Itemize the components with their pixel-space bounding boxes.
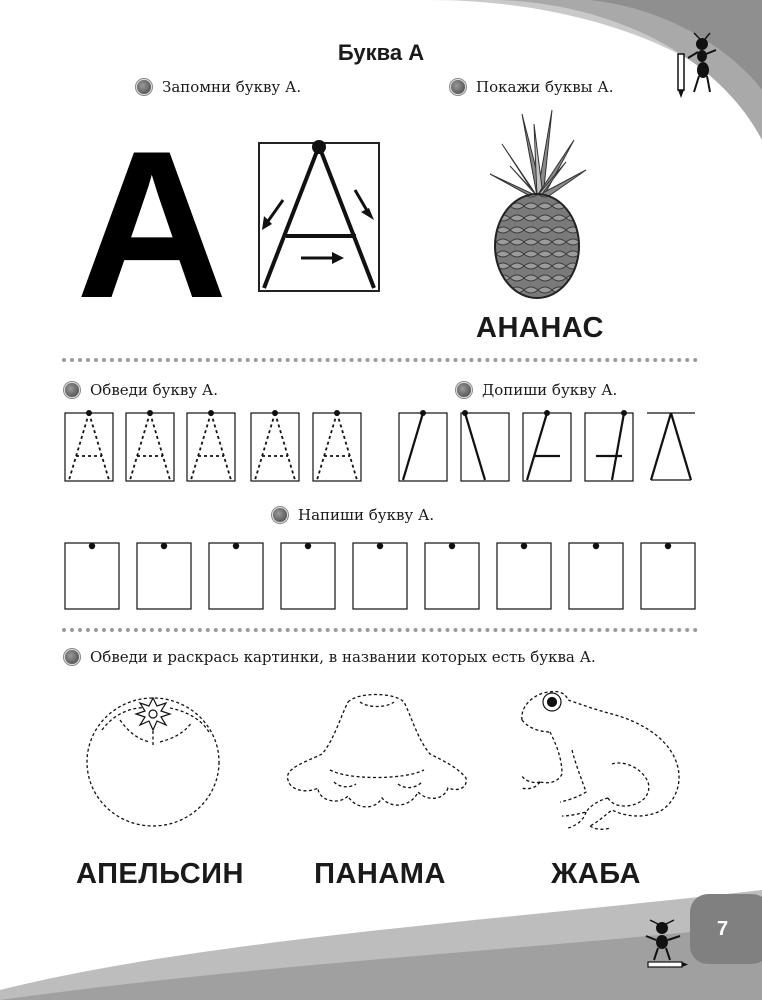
bullet-icon: [64, 649, 80, 665]
instruction-finish-text: Допиши букву А.: [482, 381, 618, 399]
ant-mascot-bottom-icon: [640, 918, 690, 976]
bullet-icon: [136, 79, 152, 95]
finish-box: [399, 411, 447, 482]
big-letter: А: [76, 107, 228, 342]
finish-box: [585, 411, 633, 482]
write-box: [569, 543, 623, 609]
write-letter-boxes[interactable]: [62, 540, 702, 614]
write-box: [137, 543, 191, 609]
instruction-trace-text: Обведи букву А.: [90, 381, 219, 399]
instruction-color-text: Обведи и раскрась картинки, в названии которых есть буква А.: [90, 648, 596, 666]
instruction-finish: [456, 381, 617, 399]
write-box: [281, 543, 335, 609]
bullet-icon: [64, 382, 80, 398]
write-box: [641, 543, 695, 609]
page-title: Буква А: [337, 40, 425, 65]
panama-hat-outline-image[interactable]: [278, 688, 474, 828]
write-box: [209, 543, 263, 609]
trace-box: [313, 411, 361, 482]
finish-letter-boxes[interactable]: [396, 408, 696, 484]
letter-stroke-order-diagram: [256, 138, 382, 296]
page-number: 7: [717, 918, 729, 940]
trace-box: [126, 411, 174, 482]
instruction-write-text: Напиши букву А.: [298, 506, 435, 524]
picture-word-frog: ЖАБА: [551, 858, 641, 890]
trace-letter-boxes[interactable]: [64, 408, 364, 484]
write-box: [497, 543, 551, 609]
dotted-separator: [62, 358, 698, 362]
pineapple-image: [482, 104, 592, 304]
instruction-remember: [136, 78, 301, 96]
frog-outline-image[interactable]: [512, 684, 688, 840]
trace-box: [65, 411, 113, 482]
write-box: [425, 543, 479, 609]
write-box: [65, 543, 119, 609]
instruction-remember-text: Запомни букву А.: [162, 78, 302, 96]
picture-word-pineapple: АНАНАС: [476, 312, 604, 344]
instruction-trace: [64, 381, 218, 399]
bullet-icon: [272, 507, 288, 523]
picture-word-panama: ПАНАМА: [314, 858, 446, 890]
instruction-write: [272, 506, 434, 524]
orange-outline-image[interactable]: [80, 690, 230, 830]
instruction-color: [64, 648, 596, 666]
picture-word-orange: АПЕЛЬСИН: [76, 858, 244, 890]
bullet-icon: [456, 382, 472, 398]
trace-box: [187, 411, 235, 482]
finish-box: [647, 413, 695, 480]
finish-box: [523, 411, 571, 482]
instruction-show: [450, 78, 614, 96]
instruction-show-text: Покажи буквы А.: [476, 78, 614, 96]
write-box: [353, 543, 407, 609]
bullet-icon: [450, 79, 466, 95]
trace-box: [251, 411, 299, 482]
finish-box: [461, 411, 509, 482]
dotted-separator: [62, 628, 698, 632]
